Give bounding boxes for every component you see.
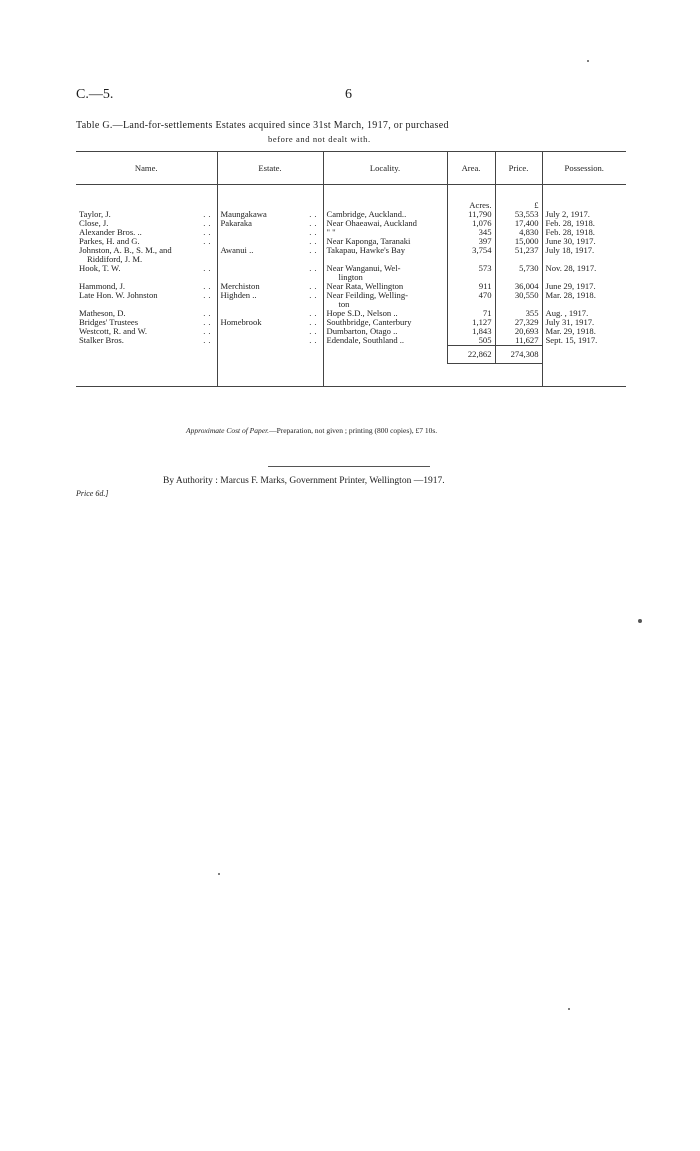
cell-price-text: 355 (525, 308, 539, 318)
settlements-table (76, 151, 626, 387)
cell-name-continued: Riddiford, J. M. (87, 254, 143, 264)
cell-price-text: 30,550 (514, 290, 539, 300)
cell-price-text: 20,693 (514, 326, 539, 336)
cell-name-text: Hook, T. W. (79, 263, 121, 273)
area-unit: Acres. (447, 185, 495, 211)
empty-cell (542, 346, 626, 364)
cell-locality-continued: lington (338, 272, 363, 282)
column-header-area: Area. (447, 152, 495, 185)
cell-locality (323, 246, 447, 264)
empty-cell (217, 346, 323, 364)
cell-possession-text: July 18, 1917. (545, 245, 595, 255)
cell-price-text: 27,329 (514, 317, 539, 327)
table-row (76, 336, 626, 346)
cell-possession (542, 291, 626, 309)
cell-price-text: 11,627 (515, 335, 539, 345)
cell-possession-text: Mar. 29, 1918. (545, 326, 596, 336)
cell-area-text: 505 (478, 335, 492, 345)
cell-estate-text: Homebrook (220, 317, 262, 327)
cell-locality-text: Near Feilding, Welling- (326, 290, 408, 300)
cell-possession-text: Nov. 28, 1917. (545, 263, 597, 273)
table-row (76, 291, 626, 309)
table-subtitle: before and not dealt with. (268, 134, 371, 144)
cell-estate (217, 228, 323, 237)
cell-price-text: 17,400 (514, 218, 539, 228)
cost-label: Approximate Cost of Paper. (186, 426, 270, 435)
cell-estate-text: Merchiston (220, 281, 260, 291)
cell-name-text: Johnston, A. B., S. M., and (79, 245, 172, 255)
cell-estate (217, 318, 323, 327)
table-row (76, 219, 626, 228)
cell-possession-text: July 2, 1917. (545, 209, 590, 219)
cell-possession (542, 336, 626, 346)
cell-name-text: Parkes, H. and G. (79, 236, 140, 246)
cell-estate-text: Awanui .. (220, 245, 254, 255)
cell-price (495, 336, 542, 346)
cost-text: —Preparation, not given ; printing (800 copies), £7 10s. (269, 426, 438, 435)
cell-area-text: 1,127 (472, 317, 492, 327)
cell-area-text: 71 (482, 308, 492, 318)
column-header-possession: Possession. (542, 152, 626, 185)
total-area: 22,862 (447, 346, 495, 364)
cell-locality-text: Near Ohaeawai, Auckland (326, 218, 417, 228)
cell-possession-text: Feb. 28, 1918. (545, 227, 595, 237)
cell-possession-text: June 30, 1917. (545, 236, 596, 246)
cell-estate (217, 219, 323, 228)
cell-locality-text: Near Rata, Wellington (326, 281, 404, 291)
cell-name-text: Matheson, D. (79, 308, 126, 318)
cell-possession-text: June 29, 1917. (545, 281, 596, 291)
speck (568, 1008, 570, 1010)
column-header-name: Name. (76, 152, 217, 185)
leader-dots: .. (309, 218, 320, 228)
leader-dots: .. (309, 335, 320, 345)
cell-price-text: 36,004 (514, 281, 539, 291)
leader-dots: .. (309, 245, 320, 255)
empty-cell (76, 346, 217, 364)
cell-price (495, 291, 542, 309)
leader-dots: .. (203, 281, 214, 291)
column-header-price: Price. (495, 152, 542, 185)
speck (587, 60, 589, 62)
cell-locality-text: Hope S.D., Nelson .. (326, 308, 398, 318)
cell-area-text: 397 (478, 236, 492, 246)
table-title: Table G.—Land-for-settlements Estates acquired since 31st March, 1917, or purchased (76, 120, 449, 131)
leader-dots: .. (203, 290, 214, 300)
total-price: 274,308 (495, 346, 542, 364)
cell-estate-text: Highden .. (220, 290, 257, 300)
cell-area-text: 1,843 (472, 326, 492, 336)
cell-area-text: 3,754 (472, 245, 492, 255)
cell-estate (217, 246, 323, 264)
cell-price (495, 246, 542, 264)
leader-dots: .. (309, 227, 320, 237)
leader-dots: .. (309, 263, 320, 273)
leader-dots: .. (203, 335, 214, 345)
speck (638, 619, 642, 623)
speck (218, 873, 220, 875)
cell-possession-text: Aug. , 1917. (545, 308, 589, 318)
cell-area (447, 336, 495, 346)
table-header-row (76, 152, 626, 185)
cell-name (76, 336, 217, 346)
column-header-locality: Locality. (323, 152, 447, 185)
table-row (76, 264, 626, 282)
authority-rule (268, 466, 430, 467)
cell-price-text: 53,553 (514, 209, 539, 219)
table-end-row (76, 364, 626, 387)
cell-area-text: 11,790 (468, 209, 492, 219)
cell-name-text: Hammond, J. (79, 281, 126, 291)
leader-dots: .. (203, 227, 214, 237)
cell-possession-text: Sept. 15, 1917. (545, 335, 598, 345)
cell-possession-text: July 31, 1917. (545, 317, 595, 327)
units-row (76, 185, 626, 211)
table-row (76, 246, 626, 264)
leader-dots: .. (203, 236, 214, 246)
cell-name-text: Alexander Bros. .. (79, 227, 142, 237)
cell-estate (217, 336, 323, 346)
empty-cell (323, 346, 447, 364)
cell-area-text: 573 (478, 263, 492, 273)
cell-price (495, 264, 542, 282)
cell-possession (542, 246, 626, 264)
cell-estate (217, 327, 323, 336)
cell-estate-text: Pakaraka (220, 218, 252, 228)
cell-price-text: 5,730 (519, 263, 539, 273)
cost-note (186, 426, 437, 435)
cell-locality (323, 336, 447, 346)
cell-price-text: 4,830 (519, 227, 539, 237)
cell-area (447, 246, 495, 264)
leader-dots: .. (309, 308, 320, 318)
cell-locality (323, 264, 447, 282)
leader-dots: .. (203, 317, 214, 327)
cell-name-text: Bridges' Trustees (79, 317, 139, 327)
cell-locality-text: Near Wanganui, Wel- (326, 263, 401, 273)
leader-dots: .. (309, 209, 320, 219)
cell-estate (217, 291, 323, 309)
leader-dots: .. (309, 236, 320, 246)
cell-possession (542, 264, 626, 282)
cell-locality-text: Dumbarton, Otago .. (326, 326, 398, 336)
column-header-estate: Estate. (217, 152, 323, 185)
page-reference: C.—5. (76, 87, 114, 102)
cell-area (447, 264, 495, 282)
leader-dots: .. (309, 290, 320, 300)
page-number: 6 (345, 87, 352, 102)
leader-dots: .. (309, 326, 320, 336)
cell-locality-text: Southbridge, Canterbury (326, 317, 412, 327)
cell-estate (217, 264, 323, 282)
leader-dots: .. (203, 263, 214, 273)
cell-estate-text: Maungakawa (220, 209, 267, 219)
leader-dots: .. (203, 209, 214, 219)
cell-locality (323, 219, 447, 228)
cell-area-text: 470 (478, 290, 492, 300)
cell-locality-text: Takapau, Hawke's Bay (326, 245, 406, 255)
cell-name-text: Late Hon. W. Johnston (79, 290, 158, 300)
cell-area-text: 1,076 (472, 218, 492, 228)
cell-area-text: 345 (478, 227, 492, 237)
cell-name-text: Westcott, R. and W. (79, 326, 148, 336)
cell-area-text: 911 (478, 281, 492, 291)
authority-line: By Authority : Marcus F. Marks, Government Printer, Wellington —1917. (163, 476, 445, 486)
cell-locality-continued: ton (338, 299, 350, 309)
cell-name (76, 246, 217, 264)
cell-locality-text: " " (326, 227, 336, 237)
cell-possession-text: Feb. 28, 1918. (545, 218, 595, 228)
cell-price-text: 51,237 (514, 245, 539, 255)
price-note: Price 6d.] (76, 489, 109, 498)
cell-name-text: Taylor, J. (79, 209, 111, 219)
cell-name-text: Close, J. (79, 218, 109, 228)
cell-possession-text: Mar. 28, 1918. (545, 290, 596, 300)
leader-dots: .. (309, 317, 320, 327)
totals-row (76, 346, 626, 364)
cell-price-text: 15,000 (514, 236, 539, 246)
leader-dots: .. (203, 326, 214, 336)
cell-locality-text: Edendale, Southland .. (326, 335, 405, 345)
leader-dots: .. (203, 308, 214, 318)
cell-name (76, 264, 217, 282)
cell-locality-text: Near Kaponga, Taranaki (326, 236, 411, 246)
cell-locality (323, 291, 447, 309)
leader-dots: .. (309, 281, 320, 291)
cell-locality-text: Cambridge, Auckland.. (326, 209, 407, 219)
cell-area (447, 291, 495, 309)
cell-name (76, 291, 217, 309)
price-unit: £ (495, 185, 542, 211)
cell-name-text: Stalker Bros. (79, 335, 124, 345)
leader-dots: .. (203, 218, 214, 228)
